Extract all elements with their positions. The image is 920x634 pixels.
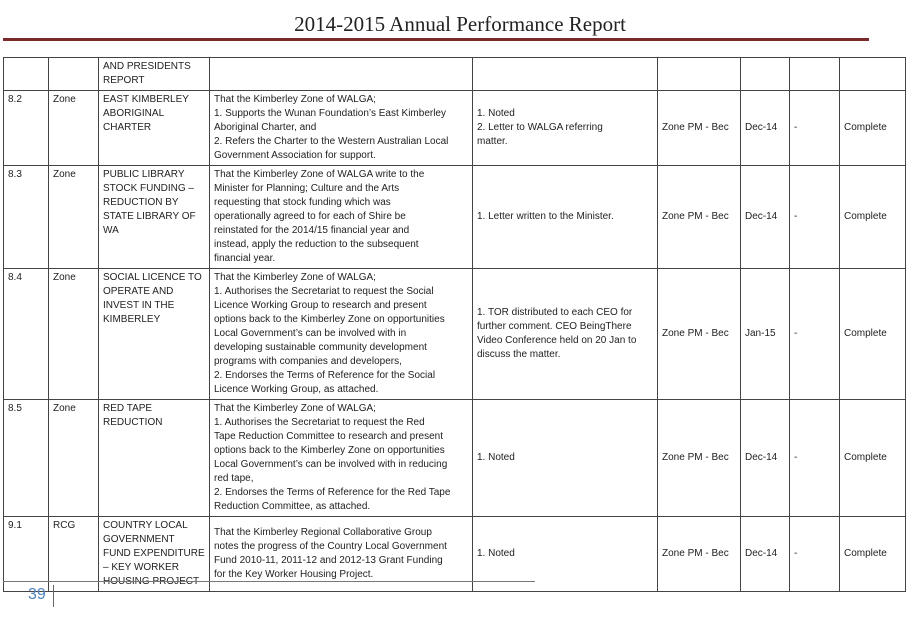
row-responsible: Zone PM - Bec (658, 400, 741, 517)
row-responsible: Zone PM - Bec (658, 166, 741, 269)
row-date: Jan-15 (741, 269, 790, 400)
row-resolution (210, 269, 473, 400)
row-resolution (210, 400, 473, 517)
row-resolution-line: options back to the Kimberley Zone on opportunities (214, 445, 445, 456)
row-subject-line: OPERATE AND (103, 286, 174, 297)
row-resolution-line: Government Association for support. (214, 150, 376, 161)
row-resolution-line: Aboriginal Charter, and (214, 122, 317, 133)
row-resolution-line: instead, apply the reduction to the subsequent (214, 239, 419, 250)
row-status (840, 58, 906, 91)
row-dash: - (790, 91, 840, 166)
row-subject-line: STATE LIBRARY OF (103, 211, 196, 222)
row-resolution-line: reinstated for the 2014/15 financial year and (214, 225, 410, 236)
row-status: Complete (840, 91, 906, 166)
row-resolution-line: Reduction Committee, as attached. (214, 501, 371, 512)
row-action (473, 91, 658, 166)
row-resolution-line: Local Government’s can be involved with in (214, 328, 407, 339)
row-subject-line: RED TAPE (103, 403, 153, 414)
row-subject (99, 400, 210, 517)
row-resolution-line: Licence Working Group to research and present (214, 300, 427, 311)
row-resolution (210, 58, 473, 91)
table-row (4, 269, 906, 400)
row-dash (790, 58, 840, 91)
row-action-line: 1. Noted (477, 548, 515, 559)
row-resolution-line: That the Kimberley Regional Collaborative Group (214, 527, 432, 538)
row-resolution-line: financial year. (214, 253, 276, 264)
row-subject-line: FUND EXPENDITURE (103, 548, 205, 559)
footer-divider (3, 581, 535, 582)
row-number: 8.4 (4, 269, 49, 400)
row-date (741, 58, 790, 91)
row-type: Zone (49, 400, 99, 517)
row-status: Complete (840, 517, 906, 592)
row-action-line: matter. (477, 136, 508, 147)
row-subject-line: EAST KIMBERLEY (103, 94, 189, 105)
row-responsible: Zone PM - Bec (658, 269, 741, 400)
row-type: Zone (49, 166, 99, 269)
row-subject-line: – KEY WORKER (103, 562, 179, 573)
row-subject-line: PUBLIC LIBRARY (103, 169, 185, 180)
row-resolution-line: developing sustainable community development (214, 342, 427, 353)
row-subject-line: ABORIGINAL (103, 108, 165, 119)
row-type: Zone (49, 269, 99, 400)
row-action-line: 1. Noted (477, 452, 515, 463)
row-resolution-line: 1. Supports the Wunan Foundation’s East Kimberley (214, 108, 446, 119)
row-status: Complete (840, 269, 906, 400)
row-dash: - (790, 400, 840, 517)
row-resolution-line: for the Key Worker Housing Project. (214, 569, 374, 580)
row-resolution-line: Licence Working Group, as attached. (214, 384, 379, 395)
row-number: 9.1 (4, 517, 49, 592)
row-resolution-line: options back to the Kimberley Zone on opportunities (214, 314, 445, 325)
row-resolution-line: That the Kimberley Zone of WALGA write to the (214, 169, 425, 180)
row-subject-line: GOVERNMENT (103, 534, 175, 545)
row-number: 8.2 (4, 91, 49, 166)
performance-table (3, 57, 906, 592)
row-type (49, 58, 99, 91)
row-subject-line: COUNTRY LOCAL (103, 520, 188, 531)
row-resolution-line: Tape Reduction Committee to research and present (214, 431, 444, 442)
page-number-divider (53, 585, 54, 607)
row-resolution-line: Fund 2010-11, 2011-12 and 2012-13 Grant Funding (214, 555, 443, 566)
row-date: Dec-14 (741, 91, 790, 166)
table-row (4, 91, 906, 166)
row-resolution-line: That the Kimberley Zone of WALGA; (214, 272, 376, 283)
table-body (4, 58, 906, 592)
row-subject-line: CHARTER (103, 122, 152, 133)
row-subject-line: REDUCTION (103, 417, 163, 428)
row-action-line: Video Conference held on 20 Jan to (477, 335, 637, 346)
row-resolution-line: requesting that stock funding which was (214, 197, 391, 208)
row-resolution-line: red tape, (214, 473, 254, 484)
row-resolution-line: notes the progress of the Country Local Government (214, 541, 447, 552)
row-subject-line: KIMBERLEY (103, 314, 161, 325)
row-action-line: 1. Noted (477, 108, 515, 119)
row-action (473, 166, 658, 269)
row-dash: - (790, 517, 840, 592)
row-action-line: 1. Letter written to the Minister. (477, 211, 614, 222)
row-dash: - (790, 269, 840, 400)
row-subject-line: REPORT (103, 75, 145, 86)
row-resolution-line: 2. Endorses the Terms of Reference for the Social (214, 370, 436, 381)
row-type: RCG (49, 517, 99, 592)
row-resolution-line: programs with companies and developers, (214, 356, 402, 367)
row-resolution-line: operationally agreed to for each of Shire be (214, 211, 406, 222)
row-action-line: 2. Letter to WALGA referring (477, 122, 603, 133)
row-date: Dec-14 (741, 166, 790, 269)
row-subject-line: STOCK FUNDING – (103, 183, 194, 194)
row-subject (99, 58, 210, 91)
row-type: Zone (49, 91, 99, 166)
row-subject (99, 91, 210, 166)
page-number: 39 (28, 586, 46, 603)
title-divider (3, 38, 869, 41)
row-subject-line: REDUCTION BY (103, 197, 179, 208)
row-action (473, 58, 658, 91)
row-resolution-line: 1. Authorises the Secretariat to request the Red (214, 417, 425, 428)
row-subject (99, 166, 210, 269)
row-action-line: discuss the matter. (477, 349, 561, 360)
row-responsible (658, 58, 741, 91)
row-action (473, 400, 658, 517)
row-resolution-line: Minister for Planning; Culture and the Arts (214, 183, 400, 194)
row-responsible: Zone PM - Bec (658, 91, 741, 166)
row-date: Dec-14 (741, 517, 790, 592)
row-resolution-line: 1. Authorises the Secretariat to request the Social (214, 286, 434, 297)
row-resolution (210, 91, 473, 166)
row-number (4, 58, 49, 91)
row-responsible: Zone PM - Bec (658, 517, 741, 592)
row-subject-line: WA (103, 225, 119, 236)
table-row (4, 58, 906, 91)
table-row (4, 166, 906, 269)
row-resolution-line: That the Kimberley Zone of WALGA; (214, 403, 376, 414)
row-number: 8.3 (4, 166, 49, 269)
row-subject-line: SOCIAL LICENCE TO (103, 272, 202, 283)
row-subject-line: AND PRESIDENTS (103, 61, 191, 72)
row-status: Complete (840, 166, 906, 269)
row-resolution-line: 2. Endorses the Terms of Reference for the Red Tape (214, 487, 451, 498)
row-action-line: further comment. CEO BeingThere (477, 321, 632, 332)
row-subject-line (103, 575, 205, 589)
row-action-line: 1. TOR distributed to each CEO for (477, 307, 633, 318)
table-row (4, 400, 906, 517)
row-resolution-line: Local Government’s can be involved with in reducing (214, 459, 448, 470)
row-date: Dec-14 (741, 400, 790, 517)
row-status: Complete (840, 400, 906, 517)
row-resolution (210, 166, 473, 269)
row-dash: - (790, 166, 840, 269)
page-title: 2014-2015 Annual Performance Report (294, 12, 626, 36)
row-resolution-line: That the Kimberley Zone of WALGA; (214, 94, 376, 105)
row-number: 8.5 (4, 400, 49, 517)
row-action (473, 269, 658, 400)
row-resolution-line: 2. Refers the Charter to the Western Australian Local (214, 136, 449, 147)
row-subject (99, 269, 210, 400)
row-subject-line: INVEST IN THE (103, 300, 175, 311)
